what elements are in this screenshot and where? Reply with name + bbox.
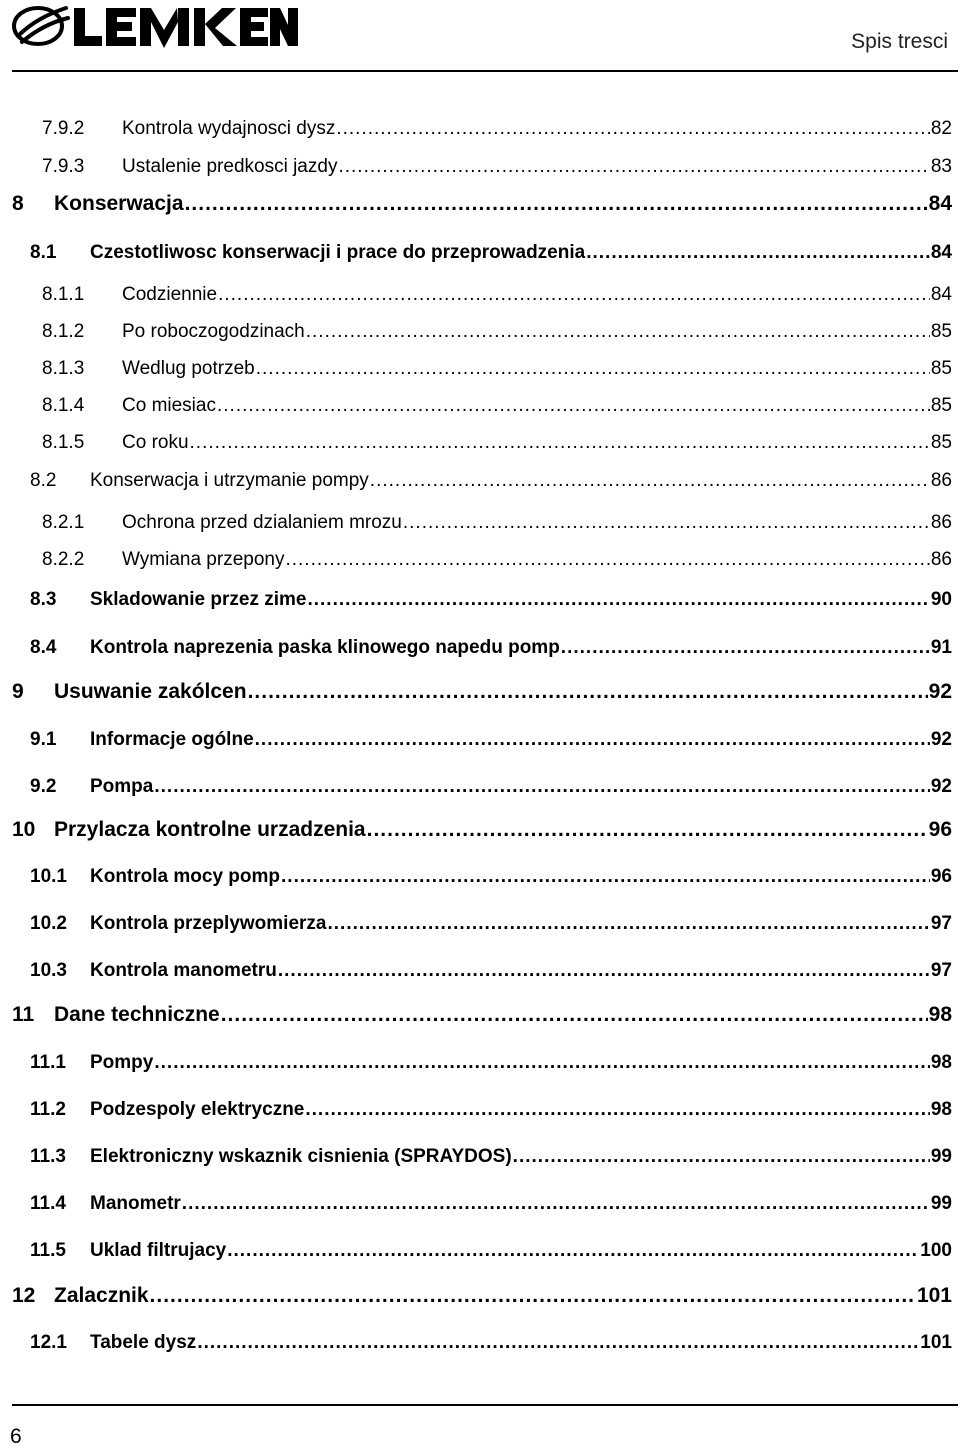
toc-entry-page: 86 [930, 470, 952, 491]
toc-entry-page: 92 [930, 776, 952, 797]
toc-entry-number: 8.1.5 [42, 432, 85, 453]
toc-entry-line [54, 1003, 952, 1027]
toc-entry[interactable] [0, 589, 952, 619]
toc-dot-leader [336, 118, 930, 140]
toc-entry-number: 8.1.1 [42, 284, 85, 305]
toc-entry-page: 97 [930, 913, 952, 934]
toc-entry[interactable] [0, 1284, 952, 1314]
toc-dot-leader [367, 818, 928, 842]
toc-entry-page: 100 [920, 1240, 952, 1261]
toc-entry[interactable] [0, 512, 952, 542]
toc-dot-leader [285, 549, 929, 571]
toc-entry[interactable] [0, 549, 952, 579]
toc-dot-leader [248, 680, 928, 704]
toc-entry-line [90, 1240, 952, 1262]
toc-dot-leader [154, 1052, 930, 1074]
toc-entry-title: Skladowanie przez zime [90, 589, 307, 610]
toc-entry-number: 10.3 [30, 960, 67, 981]
toc-entry-title: Manometr [90, 1193, 181, 1214]
toc-entry-page: 96 [930, 866, 952, 887]
toc-entry-title: Codziennie [122, 284, 218, 305]
toc-entry-line [90, 960, 952, 982]
toc-entry-line [122, 432, 952, 454]
toc-entry-line [54, 680, 952, 704]
toc-entry-line [90, 1146, 952, 1168]
toc-entry-title: Podzespoly elektryczne [90, 1099, 305, 1120]
toc-entry[interactable] [0, 192, 952, 222]
toc-entry-line [90, 729, 952, 751]
toc-entry-line [54, 1284, 952, 1308]
toc-entry[interactable] [0, 818, 952, 848]
page-number: 6 [10, 1425, 22, 1448]
toc-entry-number: 8.1 [30, 242, 57, 263]
toc-entry-line [122, 321, 952, 343]
toc-entry[interactable] [0, 960, 952, 990]
toc-entry-title: Co miesiac [122, 395, 216, 416]
toc-entry-line [90, 242, 952, 264]
header-divider [12, 70, 958, 72]
toc-entry[interactable] [0, 358, 952, 388]
toc-entry-page: 91 [930, 637, 952, 658]
toc-dot-leader [185, 192, 928, 216]
toc-entry-title: Kontrola naprezenia paska klinowego napedu pomp [90, 637, 560, 658]
toc-entry-title: Przylacza kontrolne urzadzenia [54, 818, 366, 841]
toc-dot-leader [154, 776, 930, 798]
toc-entry-number: 11 [12, 1003, 35, 1026]
toc-entry-title: Po roboczogodzinach [122, 321, 305, 342]
toc-entry-line [90, 1193, 952, 1215]
toc-entry[interactable] [0, 913, 952, 943]
toc-entry-page: 85 [930, 395, 952, 416]
toc-entry-page: 84 [930, 242, 952, 263]
toc-entry-page: 84 [930, 284, 952, 305]
toc-entry-page: 97 [930, 960, 952, 981]
toc-entry-title: Tabele dysz [90, 1332, 197, 1353]
toc-entry[interactable] [0, 242, 952, 272]
toc-entry-number: 8.3 [30, 589, 57, 610]
toc-entry[interactable] [0, 321, 952, 351]
toc-dot-leader [221, 1003, 928, 1027]
toc-entry-number: 11.3 [30, 1146, 66, 1167]
toc-entry-line [122, 395, 952, 417]
toc-dot-leader [281, 866, 930, 888]
toc-entry-title: Zalacznik [54, 1284, 149, 1307]
toc-entry-line [122, 156, 952, 178]
toc-entry-page: 98 [928, 1003, 952, 1026]
toc-entry-page: 96 [928, 818, 952, 841]
toc-entry-title: Konserwacja i utrzymanie pompy [90, 470, 369, 491]
toc-dot-leader [256, 358, 930, 380]
toc-entry-number: 9.2 [30, 776, 57, 797]
toc-entry[interactable] [0, 1332, 952, 1362]
toc-entry-page: 86 [930, 512, 952, 533]
toc-entry-line [90, 913, 952, 935]
toc-entry-title: Kontrola mocy pomp [90, 866, 281, 887]
toc-entry-page: 92 [930, 729, 952, 750]
toc-entry-title: Konserwacja [54, 192, 184, 215]
toc-entry-title: Wymiana przepony [122, 549, 285, 570]
toc-dot-leader [197, 1332, 919, 1354]
toc-entry-title: Ochrona przed dzialaniem mrozu [122, 512, 402, 533]
toc-entry-number: 10.1 [30, 866, 67, 887]
toc-entry-number: 11.1 [30, 1052, 66, 1073]
toc-entry-number: 12 [12, 1284, 36, 1307]
toc-entry[interactable] [0, 680, 952, 710]
toc-entry-number: 12.1 [30, 1332, 67, 1353]
toc-entry-title: Kontrola przeplywomierza [90, 913, 327, 934]
toc-entry-title: Ustalenie predkosci jazdy [122, 156, 338, 177]
toc-entry[interactable] [0, 432, 952, 462]
toc-entry[interactable] [0, 637, 952, 667]
toc-entry-page: 98 [930, 1099, 952, 1120]
toc-entry-page: 99 [930, 1146, 952, 1167]
page-header [0, 0, 960, 72]
toc-entry[interactable] [0, 1240, 952, 1270]
toc-dot-leader [190, 432, 930, 454]
lemken-logo-icon [8, 0, 298, 60]
toc-entry-page: 85 [930, 358, 952, 379]
toc-entry-page: 90 [930, 589, 952, 610]
toc-entry-line [90, 1052, 952, 1074]
toc-entry-number: 9 [12, 680, 24, 703]
toc-dot-leader [307, 589, 929, 611]
toc-entry-page: 82 [930, 118, 952, 139]
toc-entry-line [90, 776, 952, 798]
toc-dot-leader [255, 729, 930, 751]
toc-entry-number: 8.1.4 [42, 395, 85, 416]
toc-entry-page: 84 [928, 192, 952, 215]
toc-dot-leader [561, 637, 930, 659]
toc-entry-title: Pompa [90, 776, 154, 797]
toc-dot-leader [278, 960, 930, 982]
toc-entry-number: 9.1 [30, 729, 57, 750]
toc-entry-title: Wedlug potrzeb [122, 358, 255, 379]
toc-dot-leader [338, 156, 929, 178]
toc-entry-number: 11.5 [30, 1240, 66, 1261]
toc-entry[interactable] [0, 729, 952, 759]
toc-entry-page: 92 [928, 680, 952, 703]
toc-dot-leader [227, 1240, 919, 1262]
toc-entry-page: 101 [920, 1332, 952, 1353]
toc-entry-number: 11.4 [30, 1193, 66, 1214]
toc-entry-number: 8.1.3 [42, 358, 85, 379]
toc-entry-title: Kontrola manometru [90, 960, 277, 981]
toc-entry-number: 8 [12, 192, 24, 215]
toc-entry-line [90, 589, 952, 611]
toc-entry-title: Czestotliwosc konserwacji i prace do przeprowadzenia [90, 242, 586, 263]
toc-entry[interactable] [0, 1099, 952, 1129]
toc-entry-title: Dane techniczne [54, 1003, 220, 1026]
toc-entry-line [54, 192, 952, 216]
toc-entry-page: 85 [930, 321, 952, 342]
toc-entry-title: Elektroniczny wskaznik cisnienia (SPRAYDOS) [90, 1146, 512, 1167]
header-section-title: Spis tresci [851, 30, 948, 53]
toc-entry-line [122, 284, 952, 306]
toc-entry-title: Informacje ogólne [90, 729, 254, 750]
toc-entry-number: 8.4 [30, 637, 57, 658]
toc-entry[interactable] [0, 1193, 952, 1223]
toc-entry[interactable] [0, 156, 952, 186]
toc-entry-number: 10 [12, 818, 36, 841]
toc-dot-leader [182, 1193, 930, 1215]
toc-entry[interactable] [0, 284, 952, 314]
toc-entry-number: 8.2.2 [42, 549, 85, 570]
toc-dot-leader [403, 512, 930, 534]
footer-divider [12, 1404, 958, 1406]
toc-entry-line [122, 118, 952, 140]
toc-dot-leader [305, 1099, 929, 1121]
toc-entry-number: 11.2 [30, 1099, 66, 1120]
toc-dot-leader [217, 395, 930, 417]
toc-dot-leader [150, 1284, 916, 1308]
toc-entry-line [90, 1099, 952, 1121]
toc-entry-page: 86 [930, 549, 952, 570]
toc-dot-leader [586, 242, 930, 264]
toc-entry-page: 85 [930, 432, 952, 453]
toc-entry-number: 8.2.1 [42, 512, 85, 533]
toc-entry-page: 98 [930, 1052, 952, 1073]
toc-dot-leader [218, 284, 930, 306]
toc-entry[interactable] [0, 395, 952, 425]
toc-dot-leader [513, 1146, 930, 1168]
toc-entry-title: Pompy [90, 1052, 154, 1073]
toc-entry-line [90, 1332, 952, 1354]
toc-entry[interactable] [0, 470, 952, 500]
toc-entry[interactable] [0, 866, 952, 896]
toc-entry-title: Usuwanie zakólcen [54, 680, 247, 703]
toc-dot-leader [306, 321, 930, 343]
toc-entry-line [122, 512, 952, 534]
toc-entry-title: Co roku [122, 432, 189, 453]
toc-entry[interactable] [0, 776, 952, 806]
toc-entry-number: 10.2 [30, 913, 67, 934]
toc-entry-line [54, 818, 952, 842]
toc-entry-line [90, 637, 952, 659]
toc-entry-number: 7.9.2 [42, 118, 85, 139]
toc-entry-title: Kontrola wydajnosci dysz [122, 118, 336, 139]
toc-entry-page: 83 [930, 156, 952, 177]
toc-entry-line [90, 470, 952, 492]
toc-entry-line [122, 549, 952, 571]
toc-entry-line [122, 358, 952, 380]
toc-entry-line [90, 866, 952, 888]
toc-entry[interactable] [0, 1003, 952, 1033]
toc-entry-page: 101 [916, 1284, 952, 1307]
toc-dot-leader [328, 913, 930, 935]
toc-dot-leader [370, 470, 930, 492]
toc-entry[interactable] [0, 1052, 952, 1082]
toc-entry[interactable] [0, 1146, 952, 1176]
toc-entry-number: 7.9.3 [42, 156, 85, 177]
toc-entry-title: Uklad filtrujacy [90, 1240, 227, 1261]
toc-entry-number: 8.1.2 [42, 321, 85, 342]
toc-entry-number: 8.2 [30, 470, 57, 491]
toc-entry-page: 99 [930, 1193, 952, 1214]
toc-entry[interactable] [0, 118, 952, 148]
